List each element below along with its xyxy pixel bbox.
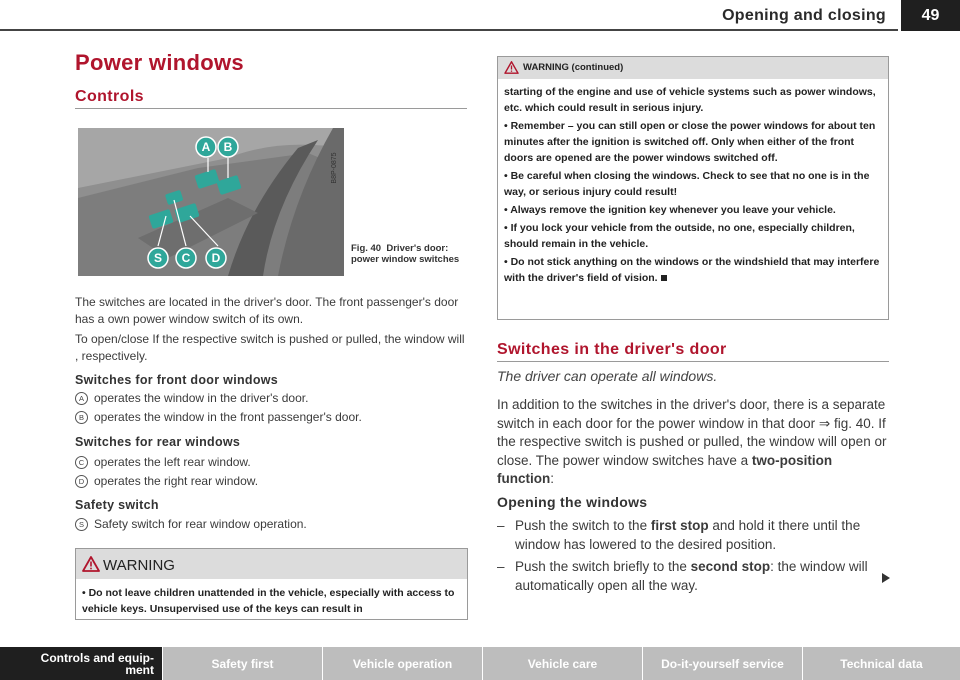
tab-do-it-yourself-service[interactable]: Do-it-yourself service — [643, 647, 803, 680]
figure-label-c: C — [181, 251, 191, 265]
circle-label-s: S — [75, 518, 88, 531]
figure-label-s: S — [153, 251, 163, 265]
step-first-stop: – Push the switch to the first stop and hold it there until the window has lowered to the desired position. — [497, 518, 861, 552]
tab-vehicle-operation[interactable]: Vehicle operation — [323, 647, 483, 680]
circle-label-c: C — [75, 456, 88, 469]
figure-label-d: D — [211, 251, 221, 265]
warning-title: WARNING — [103, 557, 175, 574]
list-item-text: operates the left rear window. — [94, 455, 251, 469]
tab-controls-and-equipment[interactable]: Controls and equip- ment — [0, 647, 163, 680]
warning-triangle-icon — [504, 61, 519, 74]
warning-box — [75, 548, 468, 620]
list-item-switch-a — [75, 391, 308, 405]
header-rule — [0, 29, 898, 31]
figure-code: B8P-0875 — [331, 152, 338, 184]
warning-continued-body — [504, 84, 884, 288]
figure-door-switches — [78, 128, 344, 276]
warning-paragraph: • Be careful when closing the windows. Check to see that no one is in the way, or serious injury could result! — [504, 170, 870, 198]
subsection-rule — [75, 108, 467, 109]
circle-label-a: A — [75, 392, 88, 405]
circle-label-b: B — [75, 411, 88, 424]
warning-paragraph: • If you lock your vehicle from the outside, no one, especially children, should remain in the vehicle. — [504, 222, 855, 250]
tab-vehicle-care[interactable]: Vehicle care — [483, 647, 643, 680]
list-item-text: Safety switch for rear window operation. — [94, 517, 307, 531]
figure-caption: Fig. 40 Driver's door: power window switches — [351, 243, 460, 265]
step-second-stop: – Push the switch briefly to the second stop: the window will automatically open all the way. — [497, 559, 868, 593]
warning-continued-box — [497, 56, 889, 320]
heading-safety-switch: Safety switch — [75, 498, 159, 512]
warning-paragraph: starting of the engine and use of vehicle systems such as power windows, etc. which could result in serious injury. — [504, 86, 876, 114]
section-title-drivers-door: Switches in the driver's door — [497, 341, 727, 358]
tab-technical-data[interactable]: Technical data — [803, 647, 960, 680]
warning-triangle-icon — [82, 556, 100, 572]
warning-paragraph-last: • Do not stick anything on the windows or the windshield that may interfere with the driver's field of vision. — [504, 256, 880, 284]
section-rule — [497, 361, 889, 362]
heading-opening-windows: Opening the windows — [497, 494, 648, 510]
lead-text: The driver can operate all windows. — [497, 368, 718, 384]
list-item-switch-b — [75, 410, 362, 424]
list-item-switch-c — [75, 455, 251, 469]
intro-paragraph: The switches are located in the driver's door. The front passenger's door has a own power window switch of its own. — [75, 295, 459, 326]
list-item-text: operates the window in the driver's door. — [94, 391, 309, 405]
list-item-text: operates the right rear window. — [94, 474, 259, 488]
end-of-section-marker — [661, 275, 667, 281]
figure-label-b: B — [223, 140, 233, 154]
footer-nav — [0, 647, 960, 680]
warning-paragraph: • Always remove the ignition key whenever you leave your vehicle. — [504, 204, 836, 216]
warning-paragraph: • Remember – you can still open or close the power windows for about ten minutes after the ignition is switched off. Only when either of the front doors are opened are the power windows switched off. — [504, 120, 876, 164]
chapter-title: Opening and closing — [722, 7, 886, 24]
section-title: Power windows — [75, 50, 244, 75]
list-item-switch-d — [75, 474, 258, 488]
open-close-paragraph: To open/close If the respective switch is pushed or pulled, the window will , respectively. — [75, 332, 465, 363]
figure-label-a: A — [201, 140, 211, 154]
tab-safety-first[interactable]: Safety first — [163, 647, 323, 680]
circle-label-d: D — [75, 475, 88, 488]
subsection-title: Controls — [75, 88, 144, 105]
continue-arrow-icon — [882, 573, 890, 583]
heading-front-switches: Switches for front door windows — [75, 373, 279, 387]
warning-continued-title: WARNING (continued) — [523, 62, 624, 73]
list-item-switch-s — [75, 517, 307, 531]
page-number: 49 — [901, 0, 960, 31]
drivers-door-paragraph: In addition to the switches in the driver's door, there is a separate switch in each door for the power window in that door ⇒ fig. 40. If the respective switch is pushed or pulled, the window will open or close. The power window switches have a two-position function: — [497, 397, 887, 486]
heading-rear-switches: Switches for rear windows — [75, 435, 241, 449]
list-item-text: operates the window in the front passenger's door. — [94, 410, 362, 424]
warning-text: • Do not leave children unattended in the vehicle, especially with access to vehicle keys. Unsupervised use of the keys can result in — [82, 587, 455, 615]
